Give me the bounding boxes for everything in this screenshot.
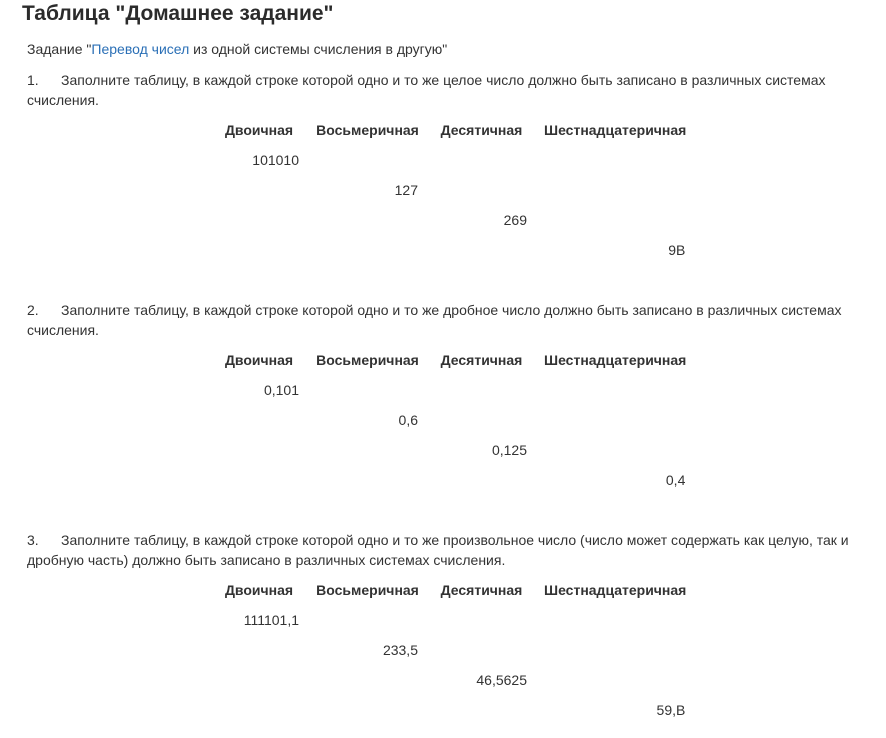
task-3-description: Заполните таблицу, в каждой строке которой одно и то же произвольное число (число может содержать как целую, так и дробную часть) должно быть записано в различных системах счисления. [27, 532, 849, 568]
cell-empty [536, 405, 694, 435]
task-1-text [27, 70, 857, 110]
cell-empty [427, 605, 536, 635]
subtitle-prefix: Задание " [27, 41, 92, 57]
cell-empty [210, 405, 308, 435]
cell-empty [427, 175, 536, 205]
cell-empty [210, 205, 308, 235]
table-row [210, 205, 694, 235]
cell-binary: 101010 [252, 152, 299, 168]
task-1-number: 1. [27, 72, 39, 88]
page-title: Таблица "Домашнее задание" [22, 2, 334, 25]
cell-empty [536, 175, 694, 205]
header-binary: Двоичная [224, 352, 294, 368]
cell-hex: 0,4 [665, 472, 686, 488]
cell-empty [536, 145, 694, 175]
cell-empty [308, 665, 427, 695]
cell-hex: 59,В [656, 702, 686, 718]
table-header-row [210, 345, 694, 375]
header-decimal: Десятичная [440, 122, 523, 138]
table-row [210, 175, 694, 205]
header-octal: Восьмеричная [316, 352, 419, 368]
header-decimal: Десятичная [440, 582, 523, 598]
table-row [210, 435, 694, 465]
table-row [210, 145, 694, 175]
cell-binary: 0,101 [263, 382, 299, 398]
cell-empty [536, 635, 694, 665]
table-row [210, 695, 694, 725]
topic-link[interactable]: Перевод чисел [91, 41, 190, 57]
cell-decimal: 269 [503, 212, 527, 228]
table-row [210, 375, 694, 405]
cell-empty [536, 435, 694, 465]
cell-empty [427, 235, 536, 265]
task-1-table [210, 115, 694, 265]
cell-hex: 9В [668, 242, 686, 258]
task-1-description: Заполните таблицу, в каждой строке которой одно и то же целое число должно быть записано в различных системах счисления. [27, 72, 826, 108]
subtitle-suffix: из одной системы счисления в другую" [189, 41, 448, 57]
cell-empty [427, 465, 536, 495]
table-header-row [210, 115, 694, 145]
cell-empty [210, 175, 308, 205]
table-row [210, 635, 694, 665]
cell-octal: 0,6 [398, 412, 418, 428]
cell-empty [536, 665, 694, 695]
cell-empty [308, 435, 427, 465]
cell-empty [308, 695, 427, 725]
cell-octal: 127 [394, 182, 418, 198]
header-hex: Шестнадцатеричная [544, 352, 687, 368]
table-row [210, 235, 694, 265]
header-octal: Восьмеричная [316, 122, 419, 138]
assignment-subtitle [27, 41, 447, 57]
cell-empty [427, 635, 536, 665]
cell-empty [308, 235, 427, 265]
cell-empty [427, 695, 536, 725]
cell-empty [536, 205, 694, 235]
header-binary: Двоичная [224, 122, 294, 138]
header-hex: Шестнадцатеричная [544, 582, 687, 598]
header-decimal: Десятичная [440, 352, 523, 368]
cell-empty [210, 465, 308, 495]
cell-empty [210, 235, 308, 265]
cell-decimal: 46,5625 [476, 672, 527, 688]
cell-empty [308, 375, 427, 405]
table-row [210, 405, 694, 435]
cell-empty [427, 145, 536, 175]
header-binary: Двоичная [224, 582, 294, 598]
table-row [210, 605, 694, 635]
cell-empty [308, 465, 427, 495]
cell-empty [427, 375, 536, 405]
cell-empty [210, 665, 308, 695]
task-3-table [210, 575, 694, 725]
cell-empty [308, 605, 427, 635]
task-2-number: 2. [27, 302, 39, 318]
task-2-text [27, 300, 857, 340]
cell-empty [427, 405, 536, 435]
cell-empty [536, 375, 694, 405]
cell-empty [308, 205, 427, 235]
cell-empty [210, 695, 308, 725]
cell-binary: 111101,1 [243, 612, 299, 628]
table-row [210, 465, 694, 495]
task-3-text [27, 530, 857, 570]
cell-empty [308, 145, 427, 175]
cell-empty [210, 635, 308, 665]
task-2-description: Заполните таблицу, в каждой строке которой одно и то же дробное число должно быть записано в различных системах счисления. [27, 302, 842, 338]
header-hex: Шестнадцатеричная [544, 122, 687, 138]
task-3-number: 3. [27, 532, 39, 548]
header-octal: Восьмеричная [316, 582, 419, 598]
table-row [210, 665, 694, 695]
cell-decimal: 0,125 [491, 442, 527, 458]
cell-octal: 233,5 [382, 642, 418, 658]
cell-empty [210, 435, 308, 465]
table-header-row [210, 575, 694, 605]
task-2-table [210, 345, 694, 495]
cell-empty [536, 605, 694, 635]
